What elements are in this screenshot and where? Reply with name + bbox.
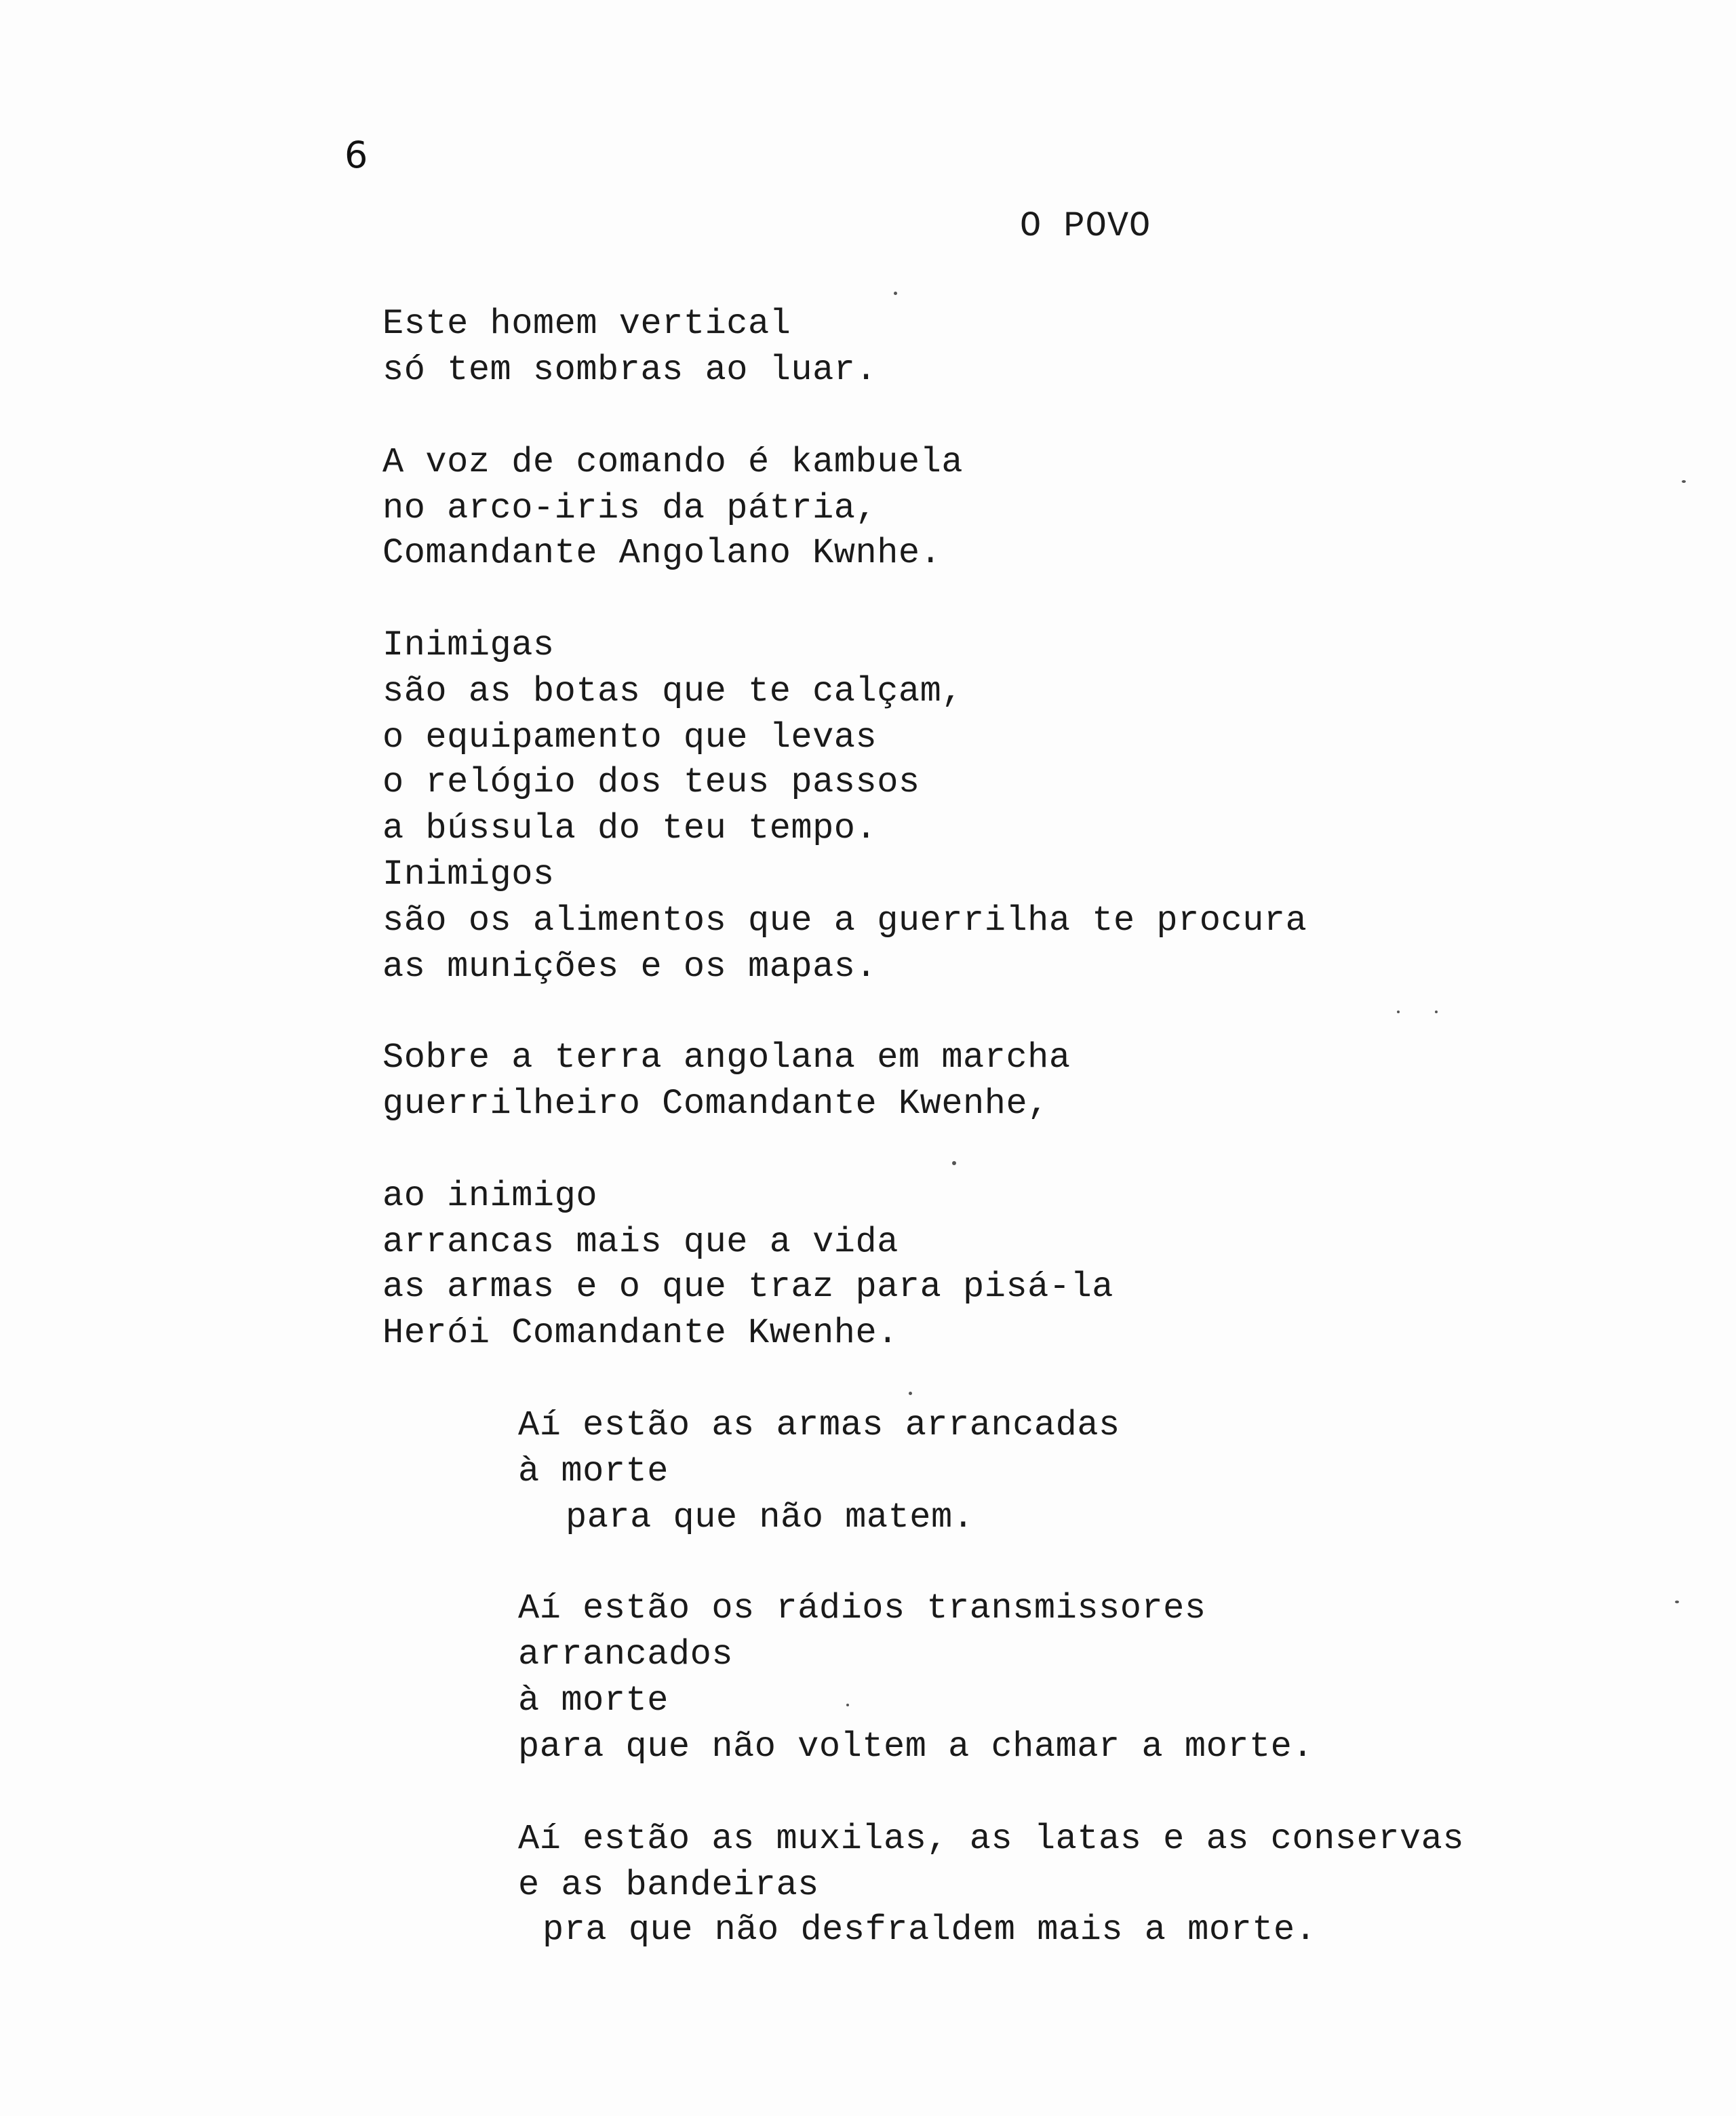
poem-title: O POVO — [1020, 206, 1151, 246]
poem-line: a bússula do teu tempo. — [382, 808, 877, 848]
poem-line: para que não matem. — [566, 1497, 974, 1537]
poem-line: o relógio dos teus passos — [382, 762, 920, 802]
poem-line: Herói Comandante Kwenhe. — [382, 1313, 899, 1353]
scan-speck — [846, 1704, 849, 1706]
poem-line: A voz de comando é kambuela — [382, 442, 964, 482]
poem-line: Este homem vertical — [382, 304, 791, 344]
poem-line: para que não voltem a chamar a morte. — [518, 1727, 1314, 1767]
poem-line: as munições e os mapas. — [382, 947, 877, 987]
scan-speck — [1682, 480, 1686, 483]
poem-line: guerrilheiro Comandante Kwenhe, — [382, 1084, 1049, 1124]
poem-line: à morte — [518, 1451, 669, 1491]
scan-speck — [894, 292, 897, 295]
poem-line: só tem sombras ao luar. — [382, 350, 877, 390]
poem-line: o equipamento que levas — [382, 718, 877, 758]
poem-line: são os alimentos que a guerrilha te procura — [382, 901, 1307, 941]
scan-speck — [1435, 1011, 1438, 1013]
poem-line: Comandante Angolano Kwnhe. — [382, 533, 942, 573]
poem-line: no arco-iris da pátria, — [382, 488, 877, 528]
poem-line: Aí estão as muxilas, as latas e as conservas — [518, 1819, 1465, 1859]
poem-line: Inimigas — [382, 625, 555, 665]
scan-speck — [952, 1161, 956, 1165]
poem-line: à morte — [518, 1681, 669, 1721]
poem-line: e as bandeiras — [518, 1865, 819, 1905]
scan-speck — [1397, 1011, 1400, 1013]
poem-line: ao inimigo — [382, 1176, 598, 1216]
poem-line: Aí estão as armas arrancadas — [518, 1405, 1120, 1445]
scan-speck — [1675, 1601, 1679, 1603]
poem-line: Aí estão os rádios transmissores — [518, 1588, 1206, 1628]
poem-line: são as botas que te calçam, — [382, 671, 964, 711]
poem-line: Inimigos — [382, 855, 555, 895]
poem-line: pra que não desfraldem mais a morte. — [542, 1910, 1317, 1950]
page-number: 6 — [344, 134, 368, 176]
poem-line: as armas e o que traz para pisá-la — [382, 1267, 1113, 1307]
poem-line: Sobre a terra angolana em marcha — [382, 1038, 1071, 1078]
poem-line: arrancas mais que a vida — [382, 1222, 899, 1262]
poem-line: arrancados — [518, 1634, 734, 1674]
scan-speck — [909, 1392, 912, 1395]
